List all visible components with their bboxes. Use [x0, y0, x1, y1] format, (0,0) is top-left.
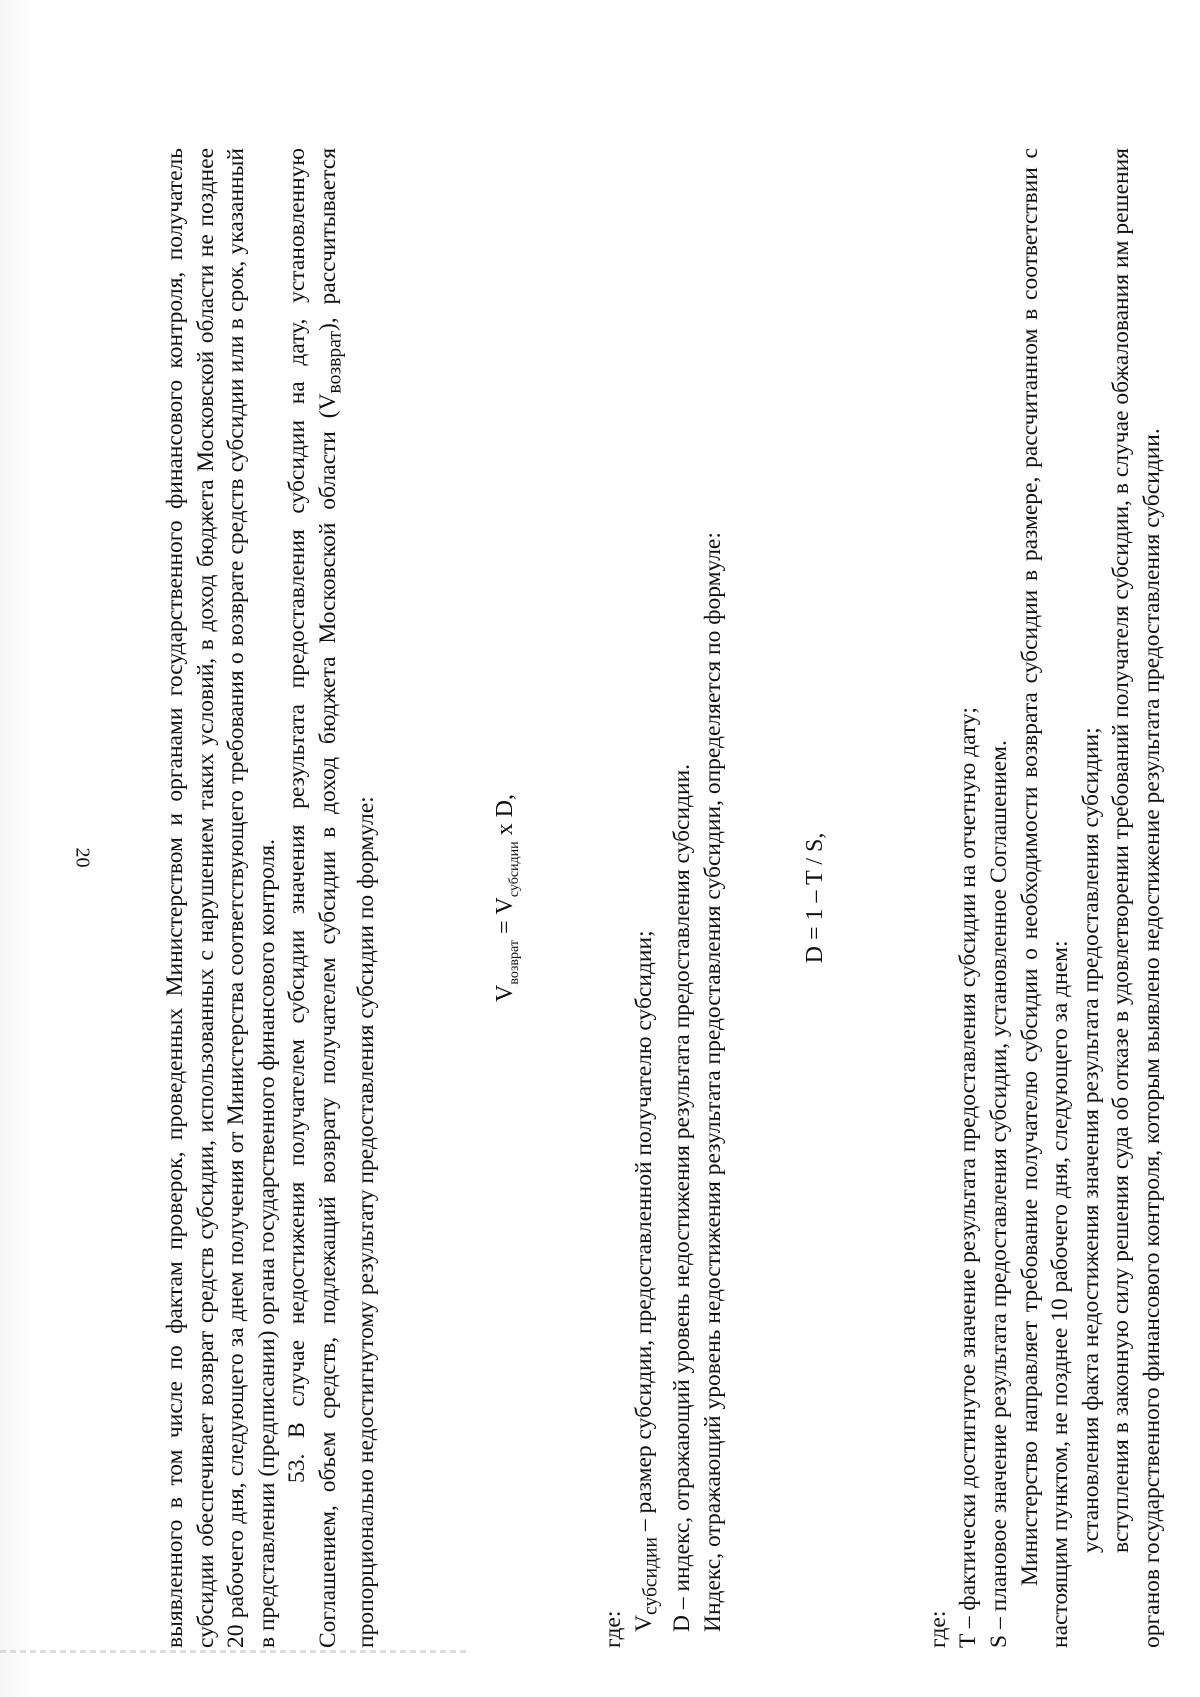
list-item-court-decision: вступления в законную силу решения суда об отказе в удовлетворении требований получателя субсидии, в случае обжалования им решения органов государственного финансового контроля, которым выявлено недостижение результата предоставления субсидии.: [1108, 148, 1166, 1648]
paragraph-53-subscript: возврат: [324, 331, 346, 394]
spacer: [831, 148, 923, 1648]
formula-1-rhs-sub: субсидии: [506, 841, 522, 898]
paragraph-53: [282, 148, 381, 1648]
spacer: [530, 148, 598, 1648]
formula-refund-volume: [490, 148, 530, 1648]
spacer: [728, 148, 800, 1648]
definition-v-symbol: V: [630, 1615, 657, 1632]
paragraph-53-lead: 53. В случае недостижения получателем субсидии значения результата предоставления субсидии на дату, установленную Соглашением, объем средств, подлежащий возврату получателем субсидии в доход бюджета Московской области (V: [284, 148, 341, 1648]
scan-artifact-line: [0, 1650, 470, 1653]
formula-1-tail: x D,: [491, 794, 518, 842]
definition-t: T – фактически достигнутое значение результата предоставления субсидии на отчетную дату;: [955, 707, 982, 1648]
page-number: 20: [71, 847, 94, 868]
spacer: [382, 148, 490, 1648]
where-label-2: где:: [924, 1610, 951, 1648]
document-body: [160, 147, 1166, 1648]
scan-edge-shadow: [0, 0, 34, 1697]
definition-v-subsidy: [629, 148, 667, 1648]
definition-v-sub: субсидии: [640, 1537, 662, 1616]
paragraph-ministry-demand: Министерство направляет требование получателю субсидии о необходимости возврата субсидии в размере, рассчитанном в соответствии с настоящим пунктом, не позднее 10 рабочего дня, следующего за днем:: [1016, 148, 1074, 1648]
formula-index-d: D = 1 – T / S,: [802, 832, 829, 964]
definition-v-text: – размер субсидии, предоставленной получателю субсидии;: [630, 930, 657, 1537]
formula-1-lhs-sub: возврат: [506, 940, 522, 985]
list-item-shortfall-fact: установления факта недостижения значения результата предоставления субсидии;: [1077, 727, 1104, 1553]
definition-s: S – плановое значение результата предоставления субсидии, установленное Соглашением.: [986, 740, 1013, 1648]
definition-d: D – индекс, отражающий уровень недостижения результата предоставления субсидии.: [669, 763, 696, 1632]
index-sentence: Индекс, отражающий уровень недостижения результата предоставления субсидии, определяется по формуле:: [699, 532, 726, 1632]
paragraph-refund-violations: выявленного в том числе по фактам проверок, проведенных Министерством и органами государственного финансового контроля, получатель субсидии обеспечивает возврат средств субсидии, использованных с нарушением таких условий, в доход бюджета Московской области не позднее 20 рабочего дня, следующего за днем получения от Министерства соответствующего требования о возврате средств субсидии или в срок, указанный в представлении (предписании) органа государственного финансового контроля.: [162, 148, 280, 1648]
formula-1-lhs: V: [491, 984, 518, 1002]
formula-1-eq: = V: [491, 897, 518, 941]
where-label-1: где:: [600, 1610, 627, 1648]
paragraph-53-tail: ), рассчитывается пропорционально недостигнутому результату предоставления субсидии по формуле:: [314, 147, 380, 1648]
